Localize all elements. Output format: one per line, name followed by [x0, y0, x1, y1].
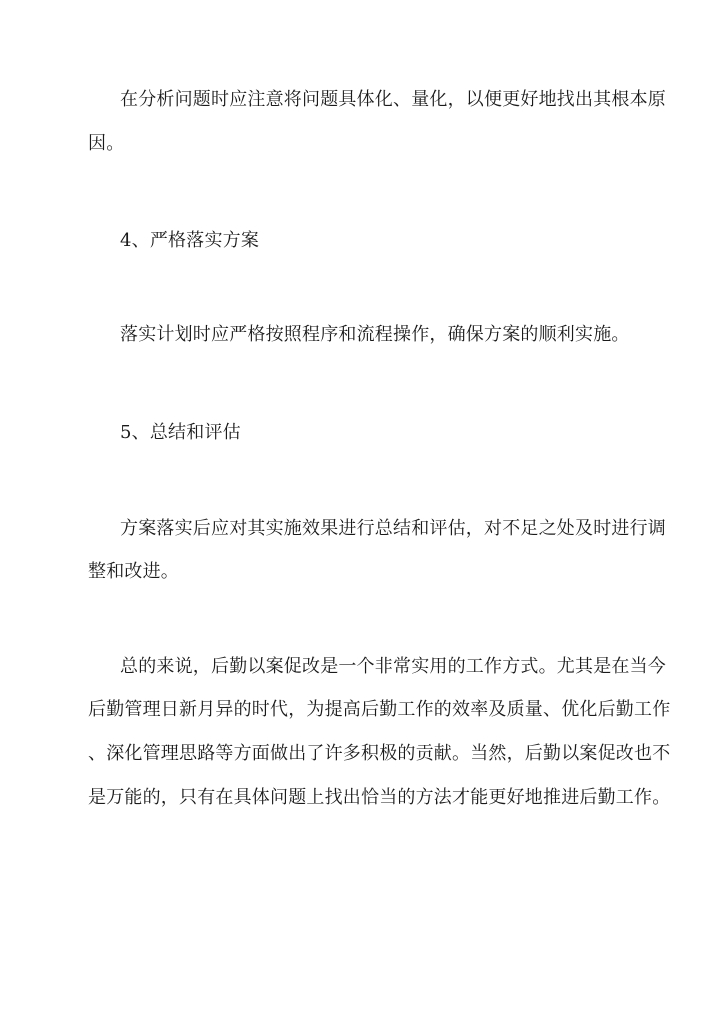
paragraph-implement-plan: 落实计划时应严格按照程序和流程操作，确保方案的顺利实施。: [120, 324, 630, 345]
paragraph-evaluation-line-1: 方案落实后应对其实施效果进行总结和评估，对不足之处及时进行调: [120, 518, 666, 539]
paragraph-conclusion-line-3: 、深化管理思路等方面做出了许多积极的贡献。当然，后勤以案促改也不: [88, 743, 671, 764]
paragraph-evaluation-line-2: 整和改进。: [88, 561, 179, 582]
paragraph-root-cause-line-1: 在分析问题时应注意将问题具体化、量化，以便更好地找出其根本原: [120, 89, 666, 110]
paragraph-conclusion-line-2: 后勤管理日新月异的时代，为提高后勤工作的效率及质量、优化后勤工作: [88, 699, 671, 720]
heading-summary-evaluation: 5、总结和评估: [120, 422, 241, 443]
paragraph-conclusion-line-1: 总的来说，后勤以案促改是一个非常实用的工作方式。尤其是在当今: [120, 656, 666, 677]
heading-implement-plan: 4、严格落实方案: [120, 230, 260, 251]
paragraph-conclusion-line-4: 是万能的，只有在具体问题上找出恰当的方法才能更好地推进后勤工作。: [88, 787, 671, 808]
paragraph-root-cause-line-2: 因。: [88, 133, 125, 154]
